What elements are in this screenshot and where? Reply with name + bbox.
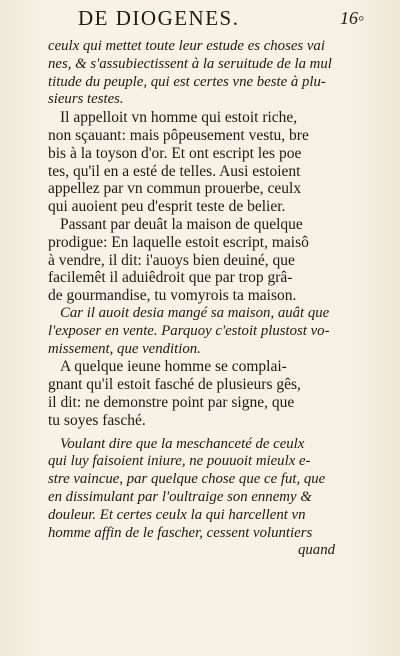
text-line: sieurs testes. <box>48 91 124 108</box>
text-line: de gourmandise, tu vomyrois ta maison. <box>48 287 297 305</box>
text-line: Passant par deuât la maison de quelque <box>60 215 303 233</box>
text-line: tu soyes fasché. <box>48 411 146 429</box>
text-line: nes, & s'assubiectissent à la seruitude de la mul <box>48 55 332 72</box>
text-line: qui luy faisoient iniure, ne pouuoit mieulx e- <box>48 453 311 470</box>
text-line: quand <box>298 542 335 559</box>
text-line: Car il auoit desia mangé sa maison, auât que <box>60 304 330 321</box>
text-line: gnant qu'il estoit fasché de plusieurs gês, <box>48 376 301 394</box>
body-text <box>48 38 370 560</box>
text-line: à vendre, il dit: i'auoys bien deuiné, que <box>48 251 295 269</box>
text-line: A quelque ieune homme se complai- <box>60 358 287 376</box>
text-line: appellez par vn commun prouerbe, ceulx <box>48 180 302 198</box>
page-header <box>0 6 400 36</box>
text-line: l'exposer en vente. Parquoy c'estoit plustost vo- <box>48 322 330 339</box>
page-number: 16◦ <box>340 8 365 28</box>
text-line: douleur. Et certes ceulx la qui harcellent vn <box>48 506 306 523</box>
text-line: Voulant dire que la meschanceté de ceulx <box>60 435 305 452</box>
text-line: qui auoient peu d'esprit teste de belier. <box>48 198 286 216</box>
text-line: prodigue: En laquelle estoit escript, maisô <box>48 233 309 251</box>
text-line: missement, que vendition. <box>48 340 201 357</box>
text-line: ceulx qui mettet toute leur estude es choses vai <box>48 38 325 54</box>
text-line: tes, qu'il en a esté de telles. Ausi estoient <box>48 162 301 180</box>
text-line: en dissimulant par l'oultraige son ennemy & <box>48 488 312 505</box>
text-line: titude du peuple, qui est certes vne beste à plu- <box>48 73 326 90</box>
text-line: il dit: ne demonstre point par signe, que <box>48 393 295 411</box>
text-line: bis à la toyson d'or. Et ont escript les poe <box>48 144 302 162</box>
running-head: DE DIOGENES. <box>78 6 240 30</box>
text-line: homme affin de le fascher, cessent voluntiers <box>48 524 313 541</box>
text-line: facilemêt il aduiêdroit que par trop grâ- <box>48 269 293 287</box>
text-line: Il appelloit vn homme qui estoit riche, <box>60 109 298 127</box>
text-line: stre vaincue, par quelque chose que ce fut, que <box>48 471 326 488</box>
text-line: non sçauant: mais pôpeusement vestu, bre <box>48 126 309 144</box>
